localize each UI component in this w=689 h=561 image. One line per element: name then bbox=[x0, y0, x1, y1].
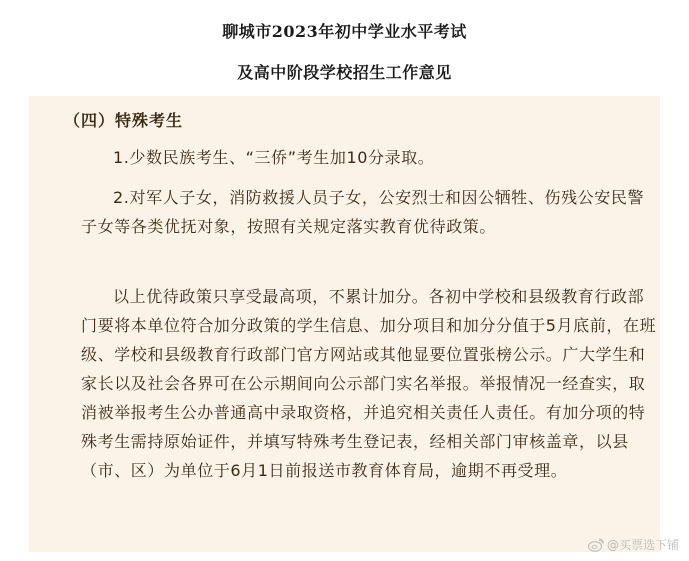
watermark-text: @买票选下铺 bbox=[606, 538, 679, 552]
paragraph-preferential-groups: 2.对军人子女，消防救援人员子女，公安烈士和因公牺牲、伤残公安民警子女等各类优抚对象，按照有关规定落实教育优待政策。 bbox=[81, 188, 645, 236]
watermark bbox=[588, 536, 679, 553]
document-title-line-2: 及高中阶段学校招生工作意见 bbox=[237, 63, 452, 82]
section-heading: （四）特殊考生 bbox=[64, 111, 184, 130]
document-title-line-1: 聊城市2023年初中学业水平考试 bbox=[222, 22, 467, 41]
weibo-icon bbox=[588, 538, 604, 552]
paragraph-ethnic-minority-bonus: 1.少数民族考生、“三侨”考生加10分录取。 bbox=[113, 148, 435, 167]
paragraph-policy-rules: 以上优待政策只享受最高项，不累计加分。各初中学校和县级教育行政部门要将本单位符合加分政策的学生信息、加分项目和加分分值于5月底前，在班级、学校和县级教育行政部门官方网站或其他显要位置张榜公示。广大学生和家长以及社会各界可在公示期间向公示部门实名举报。举报情况一经查实，取消被举报考生公办普通高中录取资格，并追究相关责任人责任。有加分项的特殊考生需持原始证件，并填写特殊考生登记表，经相关部门审核盖章，以县（市、区）为单位于6月1日前报送市教育体育局，逾期不再受理。 bbox=[81, 287, 657, 480]
